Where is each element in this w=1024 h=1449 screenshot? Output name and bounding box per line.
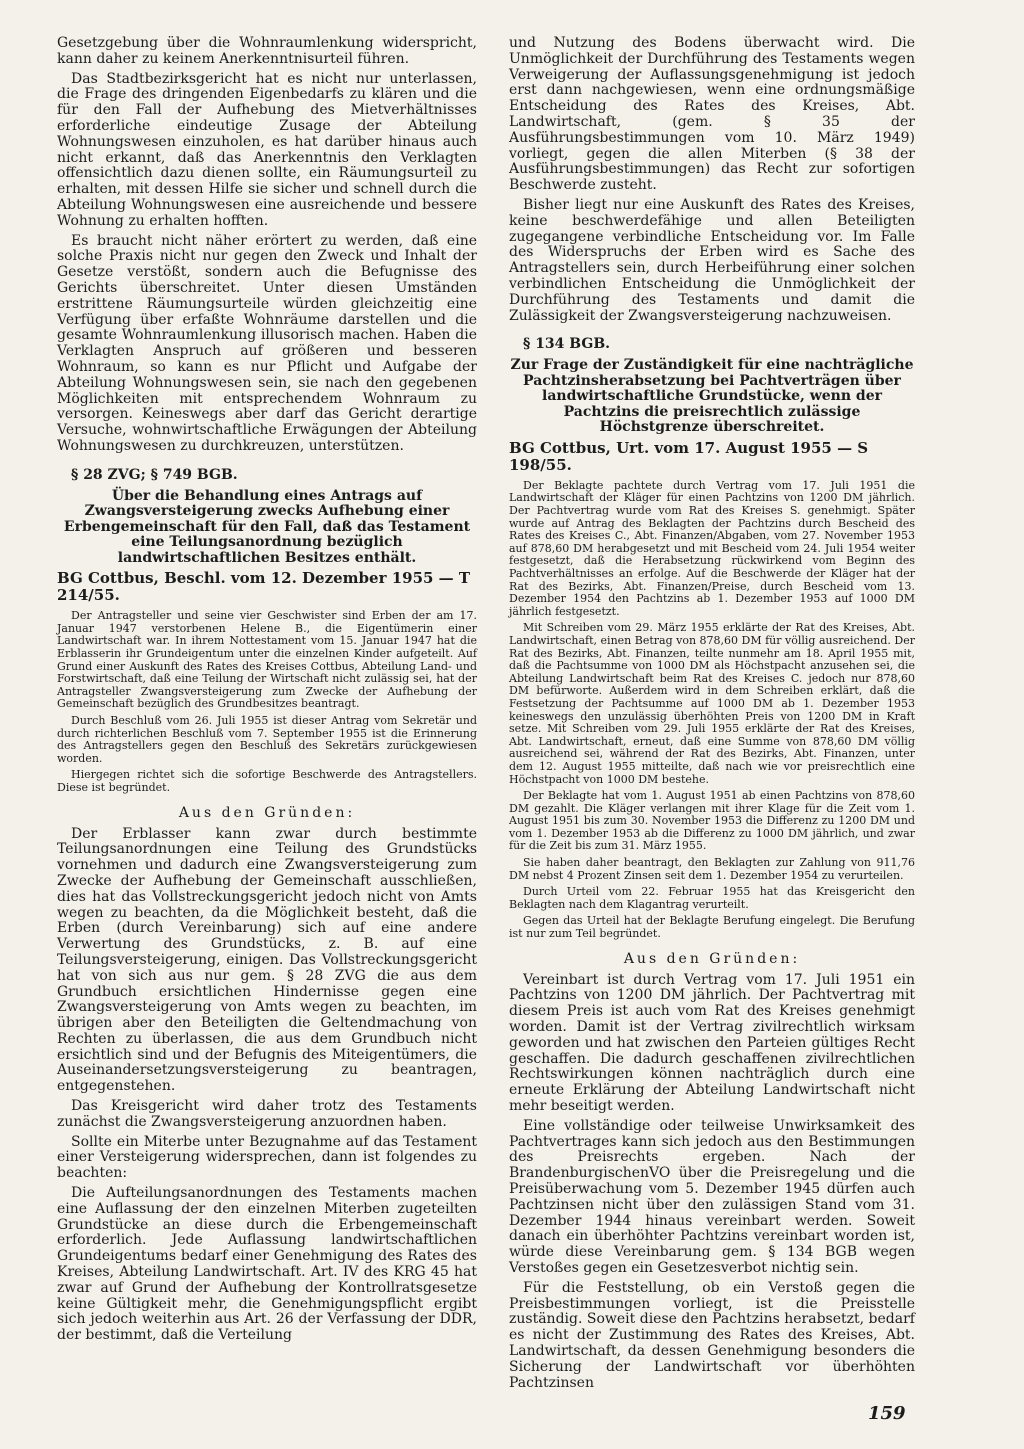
court-citation: BG Cottbus, Urt. vom 17. August 1955 — S 198/55. <box>509 438 869 474</box>
section-reference: § 134 BGB. <box>523 336 611 353</box>
paragraph: Das Kreisgericht wird daher trotz des Testaments zunächst die Zwangsversteigerung anzuordnen haben. <box>57 1098 477 1130</box>
paragraph: Bisher liegt nur eine Auskunft des Rates des Kreises, keine beschwerdefähige und allen Beteiligten zugegangene verbindliche Entscheidung vor. Im Falle des Widerspruchs der Erben wird es Sache des Antragstellers sein, durch Herbeiführung einer solchen verbindlichen Entscheidung die Unmöglichkeit der Durchführung des Testaments und damit die Zulässigkeit der Zwangsversteigerung nachzuweisen. <box>509 196 915 324</box>
paragraph: Der Erblasser kann zwar durch bestimmte Teilungsanordnungen eine Teilung des Grundstücks vornehmen und dadurch eine Zwangsversteigerung zum Zwecke der Aufhebung der Gemeinschaft ausschließen, dies hat das Vollstreckungsgericht jedoch nicht von Amts wegen zu beachten, da die Möglichkeit besteht, daß die Erben (durch Vereinbarung) sich auf eine andere Verwertung des Grundstücks, z. B. auf eine Teilungsversteigerung, einigen. Das Vollstreckungsgericht hat von sich aus nur gem. § 28 ZVG die aus dem Grundbuch ersichtlichen Hindernisse gegen eine Zwangsversteigerung von Amts wegen zu beachten, im übrigen aber den Beteiligten die Geltendmachung von Rechten zu überlassen, die aus dem Grundbuch nicht ersichtlich sind und der Befugnis des Miteigentümers, die Auseinandersetzungsversteigerung zu beantragen, entgegenstehen. <box>57 825 477 1095</box>
facts-paragraph: Der Beklagte pachtete durch Vertrag vom 17. Juli 1951 die Landwirtschaft der Kläger für einen Pachtzins von 1200 DM jährlich. Der Pachtvertrag wurde vom Rat des Kreises S. genehmigt. Später wurde auf Antrag des Beklagten der Pachtzins durch Bescheid des Rates des Kreises C., Abt. Finanzen/Abgaben, vom 27. November 1953 auf 878,60 DM herabgesetzt und mit Bescheid vom 24. Juli 1954 weiter festgesetzt, daß die Herabsetzung rückwirkend vom Beginn des Pachtverhältnisses an erfolge. Auf die Beschwerde der Kläger hat der Rat des Bezirks, Abt. Finanzen/Preise, durch Bescheid vom 13. Dezember 1954 den Pachtzins ab 1. Dezember 1953 auf 1000 DM jährlich festgesetzt. <box>509 478 915 618</box>
court-citation: BG Cottbus, Beschl. vom 12. Dezember 1955 — T 214/55. <box>57 569 471 605</box>
paragraph: Gesetzgebung über die Wohnraumlenkung widerspricht, kann daher zu keinem Anerkenntnisurteil führen. <box>57 35 477 67</box>
facts-paragraph: Sie haben daher beantragt, den Beklagten zur Zahlung von 911,76 DM nebst 4 Prozent Zinsen seit dem 1. Dezember 1954 zu verurteilen. <box>509 856 915 882</box>
paragraph: Sollte ein Miterbe unter Bezugnahme auf das Testament einer Versteigerung widersprechen, dann ist folgendes zu beachten: <box>57 1133 477 1182</box>
facts-paragraph: Durch Urteil vom 22. Februar 1955 hat das Kreisgericht den Beklagten nach dem Klagantrag verurteilt. <box>509 885 915 911</box>
paragraph: Das Stadtbezirksgericht hat es nicht nur unterlassen, die Frage des dringenden Eigenbedarfs zu klären und die für den Fall der Aufhebung des Mietverhältnisses erforderliche eindeutige Zusage der Abteilung Wohnungswesen einzuholen, es hat darüber hinaus auch nicht erkannt, daß das Anerkenntnis den Verklagten offensichtlich dazu dienen sollte, ein Räumungsurteil zu erhalten, mit dessen Hilfe sie sicher und schnell durch die Abteilung Wohnungswesen eine ausreichende und bessere Wohnung zu erhalten hofften. <box>57 70 477 229</box>
paragraph: Die Aufteilungsanordnungen des Testaments machen eine Auflassung der den einzelnen Miterben zugeteilten Grundstücke an diese durch die Erbengemeinschaft erforderlich. Jede Auflassung landwirtschaftlichen Grundeigentums bedarf einer Genehmigung des Rates des Kreises, Abteilung Landwirtschaft. Art. IV des KRG 45 hat zwar auf Grund der Aufhebung der Kontrollratsgesetze keine Gültigkeit mehr, die Genehmigungspflicht ergibt sich jedoch weiterhin aus Art. 26 der Verfassung der DDR, der bestimmt, daß die Verteilung <box>57 1185 477 1344</box>
grounds-heading: Aus den Gründen: <box>623 950 801 967</box>
left-column <box>57 36 477 1348</box>
facts-paragraph: Mit Schreiben vom 29. März 1955 erklärte der Rat des Kreises, Abt. Landwirtschaft, einen Betrag von 878,60 DM für völlig ausreichend. Der Rat des Bezirks, Abt. Finanzen, teilte nunmehr am 18. April 1955 mit, daß die Pachtsumme von 1000 DM als Höchstpacht anzusehen sei, die Abteilung Landwirtschaft beim Rat des Kreises C. jedoch nur 878,60 DM befürworte. Außerdem wird in dem Schreiben erklärt, daß die Festsetzung der Pachtsumme auf 1000 DM ab 1. Dezember 1953 keineswegs den unzulässig überhöhten Preis von 1200 DM in Kraft setze. Mit Schreiben vom 29. Juli 1955 erklärte der Rat des Kreises, Abt. Landwirtschaft, erneut, daß eine Summe von 878,60 DM völlig ausreichend sei, während der Rat des Bezirks, Abt. Finanzen, unter dem 12. August 1955 mitteilte, daß nach wie vor preisrechtlich eine Höchstpacht von 1000 DM bestehe. <box>509 621 915 786</box>
paragraph: Für die Feststellung, ob ein Verstoß gegen die Preisbestimmungen vorliegt, ist die Preisstelle zuständig. Soweit diese den Pachtzins herabsetzt, bedarf es nicht der Zustimmung des Rates des Kreises, Abt. Landwirtschaft, da dessen Genehmigung besonders die Sicherung der Landwirtschaft vor überhöhten Pachtzinsen <box>509 1279 915 1391</box>
right-column <box>509 36 915 1395</box>
case-headnote: Zur Frage der Zuständigkeit für eine nachträgliche Pachtzinsherabsetzung bei Pachtverträgen über landwirtschaftliche Grundstücke, wenn der Pachtzins die preisrechtlich zulässige Höchstgrenze überschreitet. <box>510 357 914 436</box>
facts-paragraph: Der Beklagte hat vom 1. August 1951 ab einen Pachtzins von 878,60 DM gezahlt. Die Kläger verlangen mit ihrer Klage für die Zeit vom 1. August 1951 bis zum 30. November 1953 die Differenz zu 1200 DM und vom 1. Dezember 1953 ab die Differenz zu 1000 DM jährlich, und zwar für die Zeit bis zum 31. März 1955. <box>509 789 915 853</box>
grounds-heading: Aus den Gründen: <box>178 804 356 821</box>
paragraph: Vereinbart ist durch Vertrag vom 17. Juli 1951 ein Pachtzins von 1200 DM jährlich. Der Pachtvertrag mit diesem Preis ist auch vom Rat des Kreises genehmigt worden. Damit ist der Vertrag zivilrechtlich wirksam geworden und hat zwischen den Parteien gültiges Recht geschaffen. Die dadurch geschaffenen zivilrechtlichen Rechtswirkungen können nachträglich durch eine erneute Erklärung der Abteilung Landwirtschaft nicht mehr beseitigt werden. <box>509 971 915 1114</box>
paragraph: Eine vollständige oder teilweise Unwirksamkeit des Pachtvertrages kann sich jedoch aus den Bestimmungen des Preisrechts ergeben. Nach der BrandenburgischenVO über die Preisregelung und die Preisüberwachung vom 5. Dezember 1945 dürfen auch Pachtzinsen nicht über den zulässigen Stand vom 31. Dezember 1944 hinaus vereinbart werden. Soweit danach ein überhöhter Pachtzins vereinbart worden ist, würde diese Vereinbarung gem. § 134 BGB wegen Verstoßes gegen ein Gesetzesverbot nichtig sein. <box>509 1117 915 1276</box>
page-number: 159 <box>868 1403 906 1424</box>
facts-paragraph: Gegen das Urteil hat der Beklagte Berufung eingelegt. Die Berufung ist nur zum Teil begründet. <box>509 914 915 941</box>
paragraph: und Nutzung des Bodens überwacht wird. Die Unmöglichkeit der Durchführung des Testaments wegen Verweigerung der Auflassungsgenehmigung ist jedoch erst dann nachgewiesen, wenn eine ordnungsmäßige Entscheidung des Rates des Kreises, Abt. Landwirtschaft, (gem. § 35 der Ausführungsbestimmungen vom 10. März 1949) vorliegt, gegen die allen Miterben (§ 38 der Ausführungsbestimmungen) das Recht zur sofortigen Beschwerde zusteht. <box>509 35 915 194</box>
facts-paragraph: Der Antragsteller und seine vier Geschwister sind Erben der am 17. Januar 1947 verstorbenen Helene B., die Eigentümerin einer Landwirtschaft war. In ihrem Nottestament vom 15. Januar 1947 hat die Erblasserin ihr Grundeigentum unter die einzelnen Kinder aufgeteilt. Auf Grund einer Auskunft des Rates des Kreises Cottbus, Abteilung Land- und Forstwirtschaft, daß eine Teilung der Wirtschaft nicht zulässig sei, hat der Antragsteller Zwangsversteigerung zum Zwecke der Aufhebung der Gemeinschaft bezüglich des Grundbesitzes beantragt. <box>57 609 477 711</box>
facts-paragraph: Durch Beschluß vom 26. Juli 1955 ist dieser Antrag vom Sekretär und durch richterlichen Beschluß vom 7. September 1955 ist die Erinnerung des Antragstellers gegen den Beschluß des Sekretärs zurückgewiesen worden. <box>57 713 477 765</box>
paragraph: Es braucht nicht näher erörtert zu werden, daß eine solche Praxis nicht nur gegen den Zweck und Inhalt der Gesetze verstößt, sondern auch die Befugnisse des Gerichts überschreitet. Unter diesen Umständen erstrittene Räumungsurteile würden gleichzeitig eine Verfügung über erfaßte Wohnräume darstellen und die gesamte Wohnraumlenkung illusorisch machen. Haben die Verklagten Anspruch auf größeren und besseren Wohnraum, so kann es nur Pflicht und Aufgabe der Abteilung Wohnungswesen sein, sie nach den gegebenen Möglichkeiten mit entsprechendem Wohnraum zu versorgen. Keineswegs aber darf das Gericht derartige Versuche, wohnwirtschaftliche Erwägungen der Abteilung Wohnungswesen zu durchkreuzen, unterstützen. <box>57 232 477 454</box>
section-reference: § 28 ZVG; § 749 BGB. <box>71 466 238 483</box>
facts-paragraph: Hiergegen richtet sich die sofortige Beschwerde des Antragstellers. Diese ist begründet. <box>57 768 477 794</box>
case-headnote: Über die Behandlung eines Antrags auf Zwangsversteigerung zwecks Aufhebung einer Erbengemeinschaft für den Fall, daß das Testament eine Teilungsanordnung bezüglich landwirtschaftlichen Besitzes enthält. <box>63 487 471 566</box>
